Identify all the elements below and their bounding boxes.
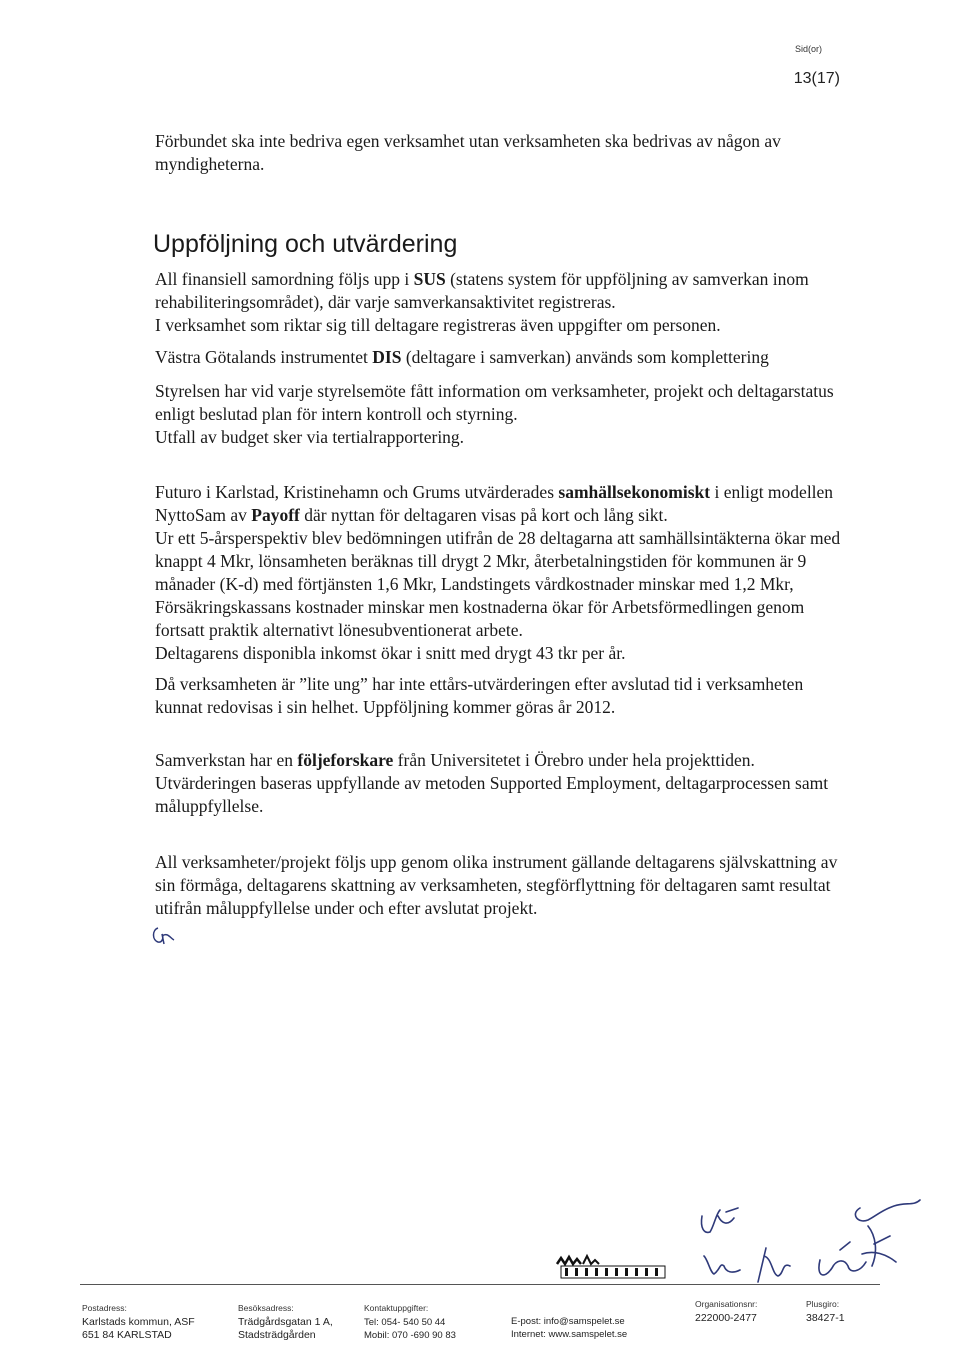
futuro-sentence-1 — [155, 481, 855, 527]
samverkstan-paragraph — [155, 749, 855, 818]
footer-plusgiro — [806, 1298, 845, 1325]
besoksadress-line-2: Stadsträdgården — [238, 1329, 316, 1341]
footer-besoksadress — [238, 1302, 333, 1342]
lite-ung-text: Då verksamheten är ”lite ung” har inte ettårs-utvärderingen efter avslutad tid i verksamheten kunnat redovisas i sin helhet. Uppföljning kommer göras år 2012. — [155, 674, 804, 717]
postadress-label: Postadress: — [82, 1303, 127, 1313]
page-label: Sid(or) — [794, 44, 822, 54]
sus-paragraph — [155, 268, 855, 337]
lite-ung-paragraph — [155, 673, 855, 719]
styrelse-line-2: Utfall av budget sker via tertialrapportering. — [155, 427, 465, 447]
styrelse-line-1: Styrelsen har vid varje styrelsemöte fått information om verksamheter, projekt och deltagarstatus enligt beslutad plan för intern kontroll och styrning. — [155, 381, 834, 424]
samspelet-logo-stamp — [553, 1252, 673, 1287]
samverkstan-text-post: från Universitetet i Örebro under hela projekttiden. — [393, 750, 755, 770]
dis-text-pre: Västra Götalands instrumentet — [155, 347, 373, 367]
footer-postadress — [82, 1302, 195, 1342]
intro-text: Förbundet ska inte bedriva egen verksamhet utan verksamheten ska bedrivas av någon av myndigheterna. — [155, 131, 781, 174]
futuro-text-a: Futuro i Karlstad, Kristinehamn och Grums utvärderades — [155, 482, 559, 502]
samverkstan-bold: följeforskare — [297, 750, 394, 770]
futuro-sentence-2: Ur ett 5-årsperspektiv blev bedömningen utifrån de 28 deltagarna att samhällsintäkterna ökar med knappt 4 Mkr, lönsamheten beräknas till drygt 2 Mkr, återbetalningstiden för kommunen är 9 månader (K-d) med förtjänsten 1,6 Mkr, Landstingets vårdkostnader minskar med 1,2 Mkr, Försäkringskassans kostnader minskar men kostnaderna ökar för Arbetsförmedlingen genom fortsatt praktik alternativt lönesubventionerat arbete. — [155, 528, 841, 640]
all-verksamheter-paragraph — [155, 851, 855, 920]
kontakt-label: Kontaktuppgifter: — [364, 1303, 429, 1313]
plusgiro-label: Plusgiro: — [806, 1299, 840, 1309]
orgnr-value: 222000-2477 — [695, 1312, 757, 1324]
futuro-paragraph — [155, 481, 855, 665]
sus-text-pre: All finansiell samordning följs upp i — [155, 269, 414, 289]
dis-text-post: (deltagare i samverkan) används som komplettering — [401, 347, 769, 367]
dis-line — [155, 346, 855, 369]
orgnr-label: Organisationsnr: — [695, 1299, 758, 1309]
section-heading: Uppföljning och utvärdering — [153, 230, 458, 258]
handwritten-signatures — [690, 1196, 930, 1291]
footer-divider — [80, 1284, 880, 1285]
sus-line-2: I verksamhet som riktar sig till deltagare registreras även uppgifter om personen. — [155, 315, 721, 335]
samverkstan-text-pre: Samverkstan har en — [155, 750, 298, 770]
futuro-text-c: där nyttan för deltagaren visas på kort och lång sikt. — [299, 505, 668, 525]
samverkstan-line-1 — [155, 749, 855, 772]
futuro-sentence-3: Deltagarens disponibla inkomst ökar i snitt med drygt 43 tkr per år. — [155, 643, 626, 663]
internet-link[interactable]: Internet: www.samspelet.se — [511, 1329, 628, 1340]
sus-text-post: (statens system för uppföljning av samverkan inom rehabiliteringsområdet), där varje samverkansaktivitet registreras. — [155, 269, 809, 312]
besoksadress-line-1: Trädgårdsgatan 1 A, — [238, 1316, 333, 1328]
footer-organisationsnr — [695, 1298, 757, 1325]
plusgiro-value: 38427-1 — [806, 1312, 845, 1324]
samverkstan-line-2: Utvärderingen baseras uppfyllande av metoden Supported Employment, deltagarprocessen samt måluppfyllelse. — [155, 773, 829, 816]
futuro-bold-1: samhällsekonomiskt — [558, 482, 711, 502]
all-verksamheter-text: All verksamheter/projekt följs upp genom olika instrument gällande deltagarens självskattning av sin förmåga, deltagarens skattning av verksamheten, stegförflyttning för deltagaren samt resultat utifrån måluppfyllelse under och efter avslutat projekt. — [155, 852, 838, 918]
postadress-line-1: Karlstads kommun, ASF — [82, 1316, 195, 1328]
kontakt-mobil: Mobil: 070 -690 90 83 — [364, 1330, 456, 1341]
epost-link[interactable]: E-post: info@samspelet.se — [511, 1316, 625, 1327]
kontakt-tel: Tel: 054- 540 50 44 — [364, 1317, 446, 1328]
besoksadress-label: Besöksadress: — [238, 1303, 294, 1313]
sus-line-1 — [155, 268, 855, 314]
sus-bold: SUS — [413, 269, 446, 289]
footer-online — [511, 1315, 627, 1341]
intro-paragraph — [155, 130, 855, 176]
page-number: 13(17) — [793, 70, 840, 87]
futuro-bold-2: Payoff — [251, 505, 300, 525]
footer-kontakt — [364, 1302, 456, 1342]
postadress-line-2: 651 84 KARLSTAD — [82, 1329, 172, 1341]
handwritten-initials — [150, 924, 180, 953]
futuro-text-b: i enligt modellen NyttoSam av — [155, 482, 834, 525]
dis-paragraph — [155, 346, 855, 369]
dis-bold: DIS — [372, 347, 402, 367]
styrelse-paragraph — [155, 380, 855, 449]
